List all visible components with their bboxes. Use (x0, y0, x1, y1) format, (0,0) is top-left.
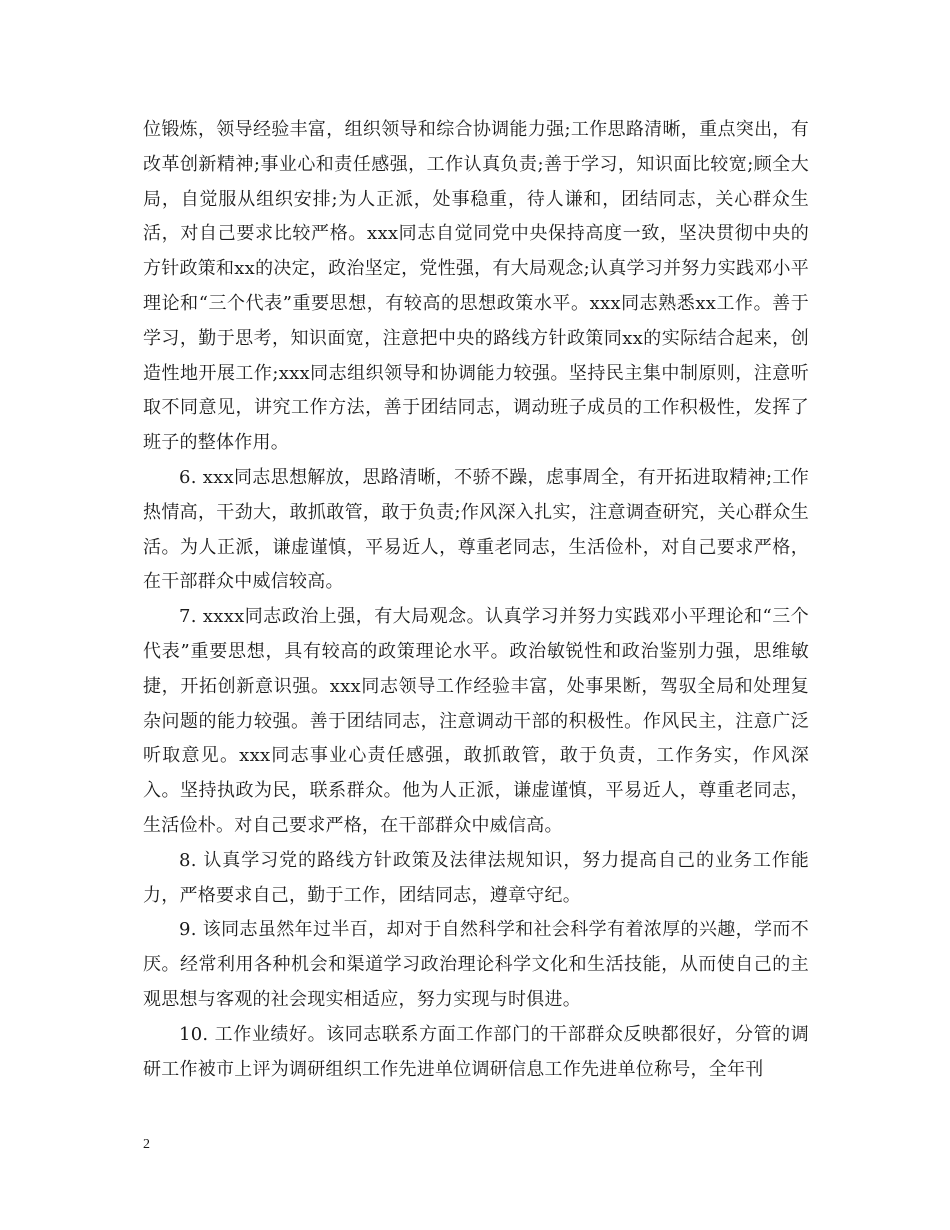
page-number: 2 (143, 1137, 150, 1152)
paragraph-item-10: 10. 工作业绩好。该同志联系方面工作部门的干部群众反映都很好，分管的调研工作被市上评为调研组织工作先进单位调研信息工作先进单位称号，全年刊 (143, 1023, 809, 1080)
paragraph-item-8: 8. 认真学习党的路线方针政策及法律法规知识，努力提高自己的业务工作能力，严格要求自己，勤于工作，团结同志，遵章守纪。 (143, 849, 809, 906)
paragraph-item-6: 6. xxx同志思想解放，思路清晰，不骄不躁，虑事周全，有开拓进取精神;工作热情高，干劲大，敢抓敢管，敢于负责;作风深入扎实，注意调查研究，关心群众生活。为人正派，谦虚谨慎，平易近人，尊重老同志，生活俭朴，对自己要求严格，在干部群众中威信较高。 (143, 466, 809, 593)
paragraph-continuation: 位锻炼，领导经验丰富，组织领导和综合协调能力强;工作思路清晰，重点突出，有改革创新精神;事业心和责任感强，工作认真负责;善于学习，知识面比较宽;顾全大局，自觉服从组织安排;为人正派，处事稳重，待人谦和，团结同志，关心群众生活，对自己要求比较严格。xxx同志自觉同党中央保持高度一致，坚决贯彻中央的方针政策和xx的决定，政治坚定，党性强，有大局观念;认真学习并努力实践邓小平理论和“三个代表”重要思想，有较高的思想政策水平。xxx同志熟悉xx工作。善于学习，勤于思考，知识面宽，注意把中央的路线方针政策同xx的实际结合起来，创造性地开展工作;xxx同志组织领导和协调能力较强。坚持民主集中制原则，注意听取不同意见，讲究工作方法，善于团结同志，调动班子成员的工作积极性，发挥了班子的整体作用。 (143, 119, 809, 454)
document-body (143, 113, 809, 1087)
paragraph-item-7: 7. xxxx同志政治上强，有大局观念。认真学习并努力实践邓小平理论和“三个代表”重要思想，具有较高的政策理论水平。政治敏锐性和政治鉴别力强，思维敏捷，开拓创新意识强。xxx同志领导工作经验丰富，处事果断，驾驭全局和处理复杂问题的能力较强。善于团结同志，注意调动干部的积极性。作风民主，注意广泛听取意见。xxx同志事业心责任感强，敢抓敢管，敢于负责，工作务实，作风深入。坚持执政为民，联系群众。他为人正派，谦虚谨慎，平易近人，尊重老同志，生活俭朴。对自己要求严格，在干部群众中威信高。 (143, 606, 809, 836)
paragraph-item-9: 9. 该同志虽然年过半百，却对于自然科学和社会科学有着浓厚的兴趣，学而不厌。经常利用各种机会和渠道学习政治理论科学文化和生活技能，从而使自己的主观思想与客观的社会现实相适应，努力实现与时俱进。 (143, 919, 809, 1010)
